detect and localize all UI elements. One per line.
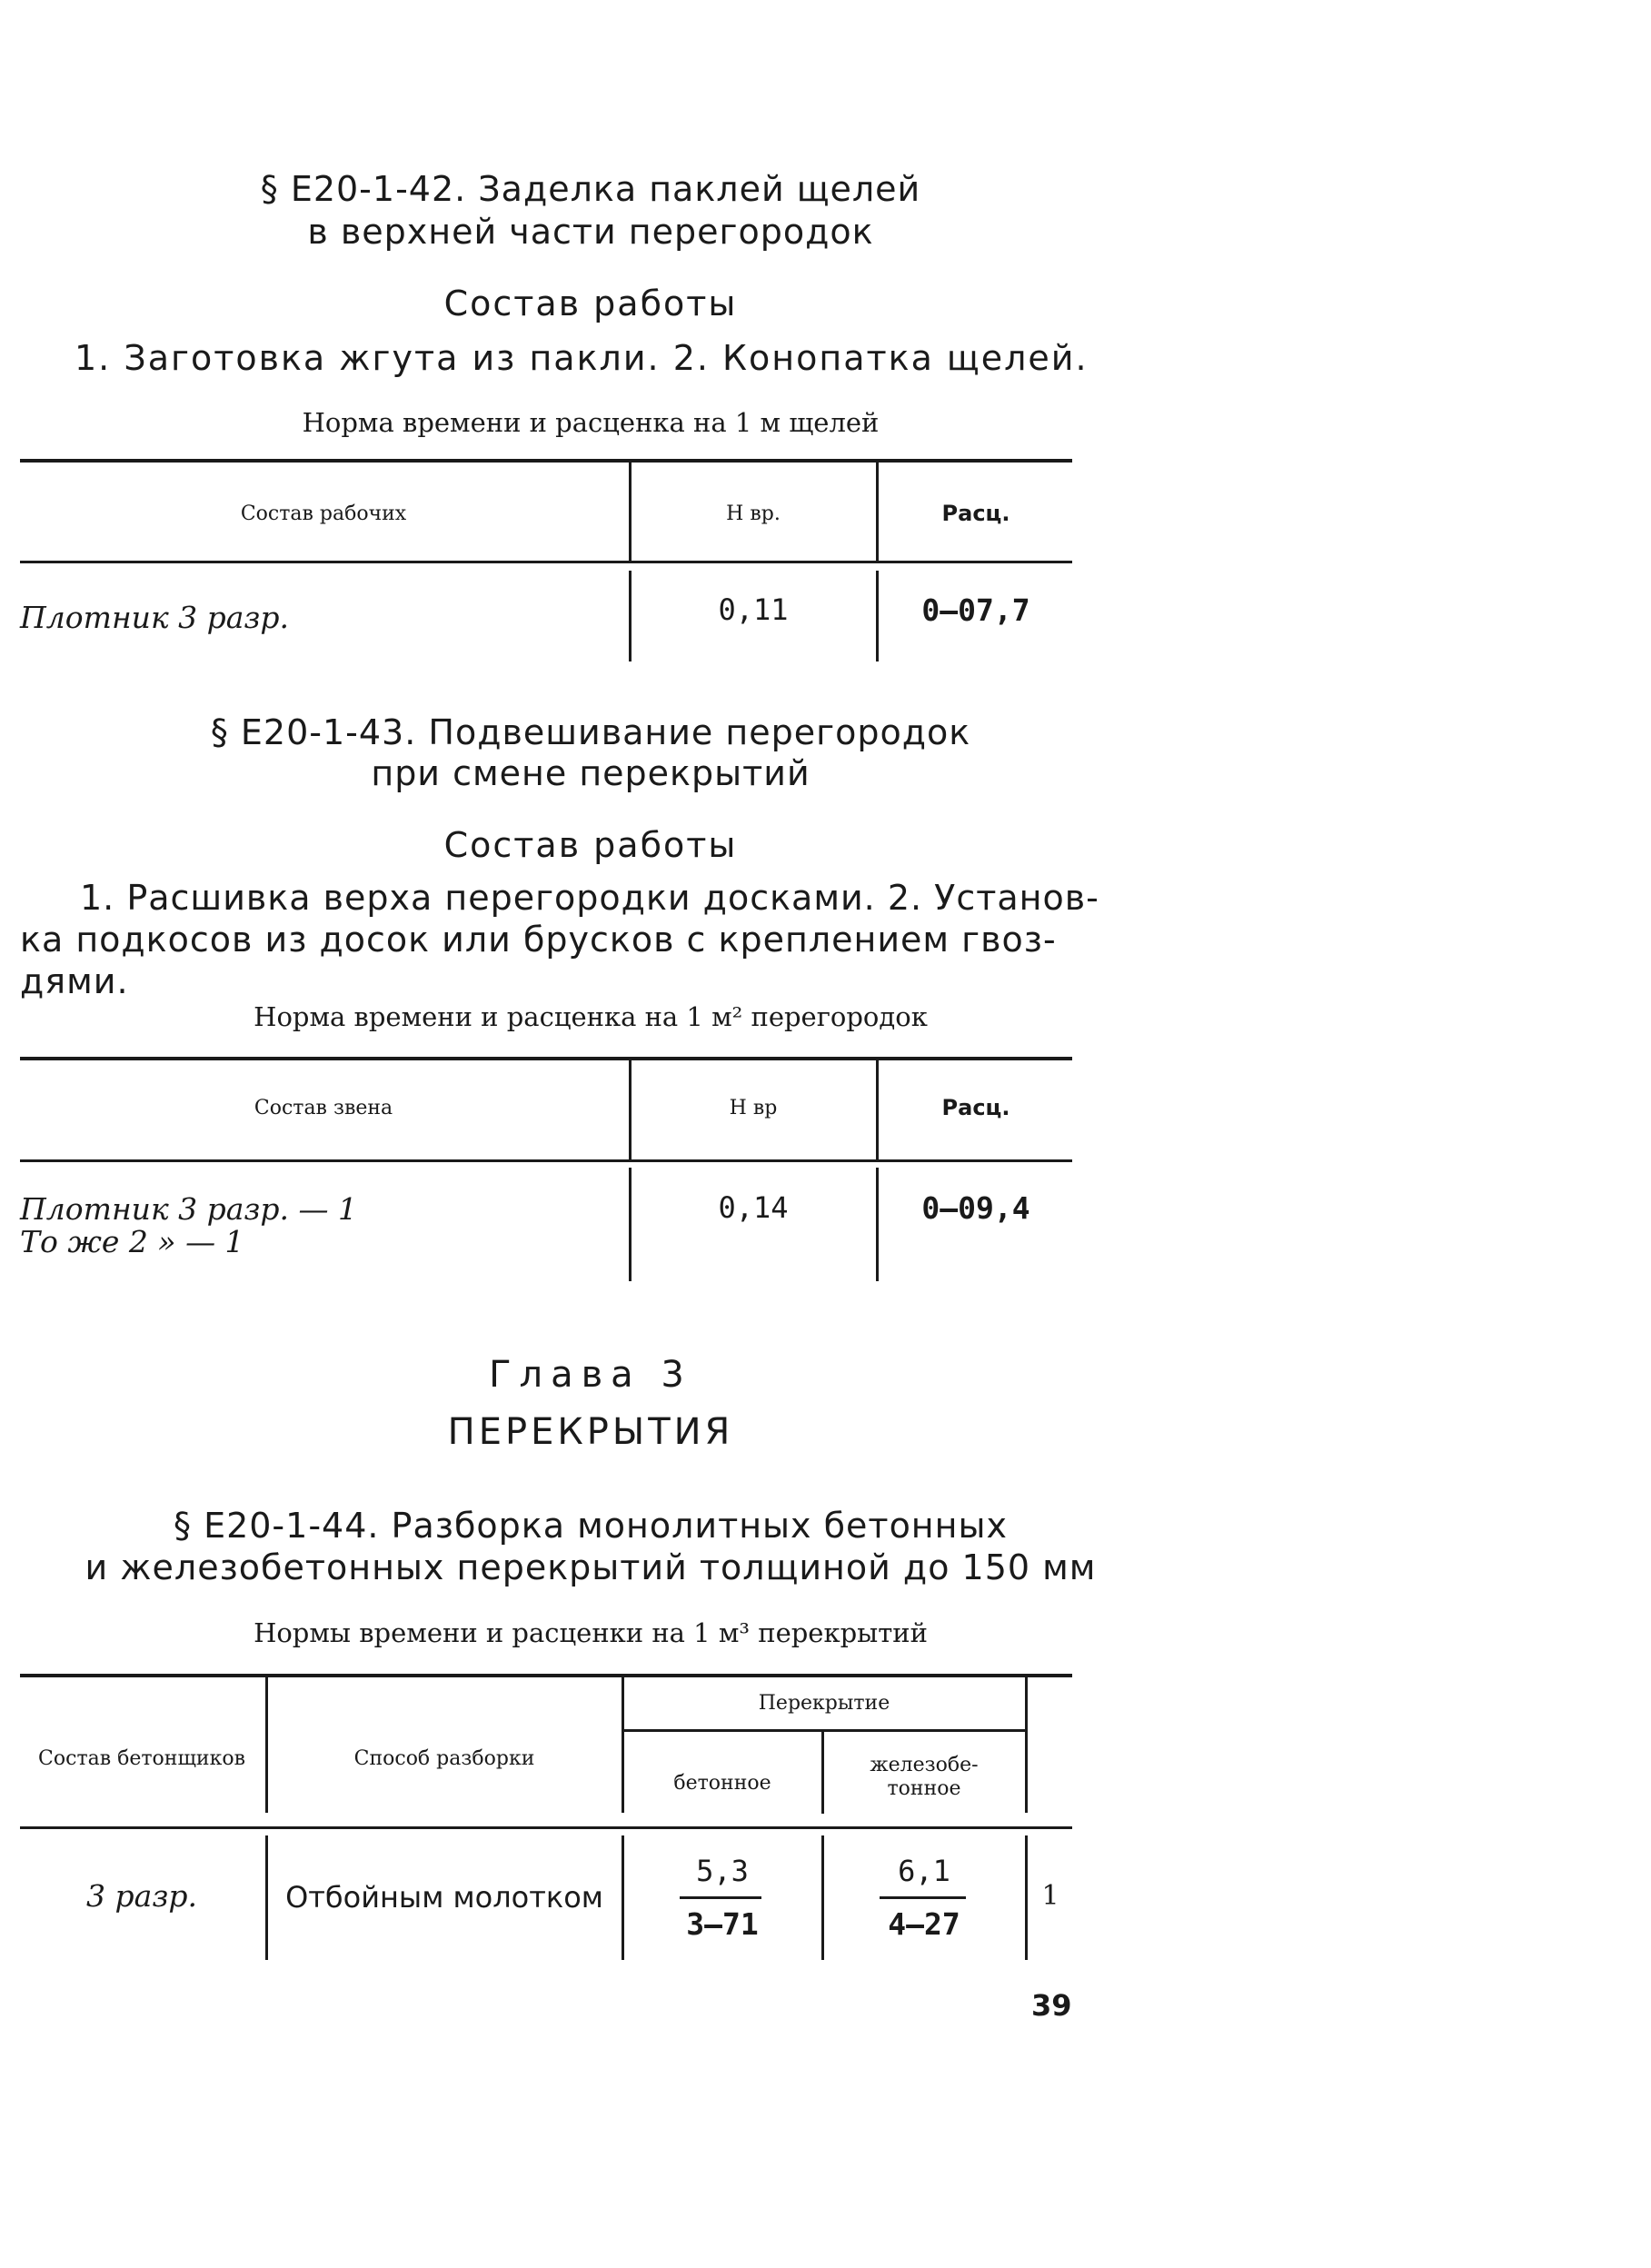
section-43-work-line2: ка подкосов из досок или брусков с креплением гвоз- [20, 920, 1057, 960]
table-divider [265, 1676, 268, 1813]
section-43-title-line1: § Е20-1-43. Подвешивание перегородок [210, 712, 971, 752]
col-header-workers: Состав рабочих [240, 502, 407, 525]
col-header-group-slab: Перекрытие [758, 1692, 890, 1715]
table-header-rule [20, 561, 1072, 563]
table-top-rule [20, 459, 1072, 463]
col-header-reinforced-line1: железобе- [870, 1754, 979, 1776]
col-header-time: Н вр [729, 1097, 778, 1119]
section-43-work-line3: дями. [20, 961, 129, 1001]
table-header-rule [20, 1159, 1072, 1162]
section-42-work-heading: Состав работы [443, 284, 738, 323]
group-header-rule [624, 1729, 1025, 1732]
section-44-title-line2: и железобетонных перекрытий толщиной до 150 мм [85, 1547, 1097, 1587]
fraction-bar [680, 1896, 761, 1899]
col-header-workers: Состав бетонщиков [38, 1747, 245, 1770]
table-divider [1025, 1835, 1028, 1960]
table-divider [876, 462, 879, 562]
section-42-title-line1: § Е20-1-42. Заделка паклей щелей [260, 169, 921, 209]
section-42-work-text: 1. Заготовка жгута из пакли. 2. Конопатка щелей. [75, 338, 1089, 378]
section-43-work-heading: Состав работы [443, 825, 738, 865]
col-header-crew: Состав звена [254, 1097, 393, 1119]
col-header-rate: Расц. [941, 501, 1010, 526]
section-42-table-caption: Норма времени и расценка на 1 м щелей [302, 407, 880, 438]
section-43-title-line2: при смене перекрытий [371, 753, 811, 793]
reinforced-rate: 4—27 [888, 1906, 960, 1942]
col-header-concrete: бетонное [673, 1772, 771, 1795]
section-43-work-line1: 1. Расшивка верха перегородки досками. 2. Установ- [80, 878, 1099, 918]
section-43-table-caption: Норма времени и расценка на 1 м² перегородок [254, 1001, 928, 1032]
row-method: Отбойным молотком [285, 1880, 603, 1915]
col-header-reinforced-line2: тонное [887, 1777, 961, 1800]
concrete-rate: 3—71 [686, 1906, 759, 1942]
reinforced-time: 6,1 [898, 1854, 950, 1888]
col-header-method: Способ разборки [353, 1747, 535, 1770]
table-top-rule [20, 1057, 1072, 1060]
table-header-rule [20, 1826, 1072, 1829]
row-time: 0,11 [718, 592, 789, 627]
concrete-time: 5,3 [696, 1854, 749, 1888]
row-rate: 0—09,4 [921, 1190, 1030, 1226]
page-number: 39 [1031, 1988, 1072, 2023]
table-divider [1025, 1676, 1028, 1813]
row-worker: Плотник 3 разр. [20, 600, 290, 635]
table-divider [876, 571, 879, 662]
row-rate: 0—07,7 [921, 592, 1030, 628]
row-time: 0,14 [718, 1190, 789, 1225]
section-44-title-line1: § Е20-1-44. Разборка монолитных бетонных [173, 1506, 1008, 1546]
section-44-table-caption: Нормы времени и расценки на 1 м³ перекрытий [254, 1617, 928, 1648]
fraction-bar [880, 1896, 966, 1899]
table-divider [876, 1059, 879, 1159]
row-worker: Плотник 3 разр. — 1 [20, 1191, 358, 1227]
chapter-label: Глава 3 [489, 1354, 692, 1396]
section-42-title-line2: в верхней части перегородок [307, 212, 874, 252]
row-number: 1 [1041, 1880, 1059, 1912]
table-divider [876, 1168, 879, 1281]
row-worker: 3 разр. [86, 1878, 197, 1914]
table-top-rule [20, 1674, 1072, 1677]
row-worker: То же 2 » — 1 [20, 1224, 244, 1259]
chapter-title: ПЕРЕКРЫТИЯ [447, 1411, 734, 1453]
col-header-time: Н вр. [726, 502, 781, 525]
col-header-rate: Расц. [941, 1095, 1010, 1120]
